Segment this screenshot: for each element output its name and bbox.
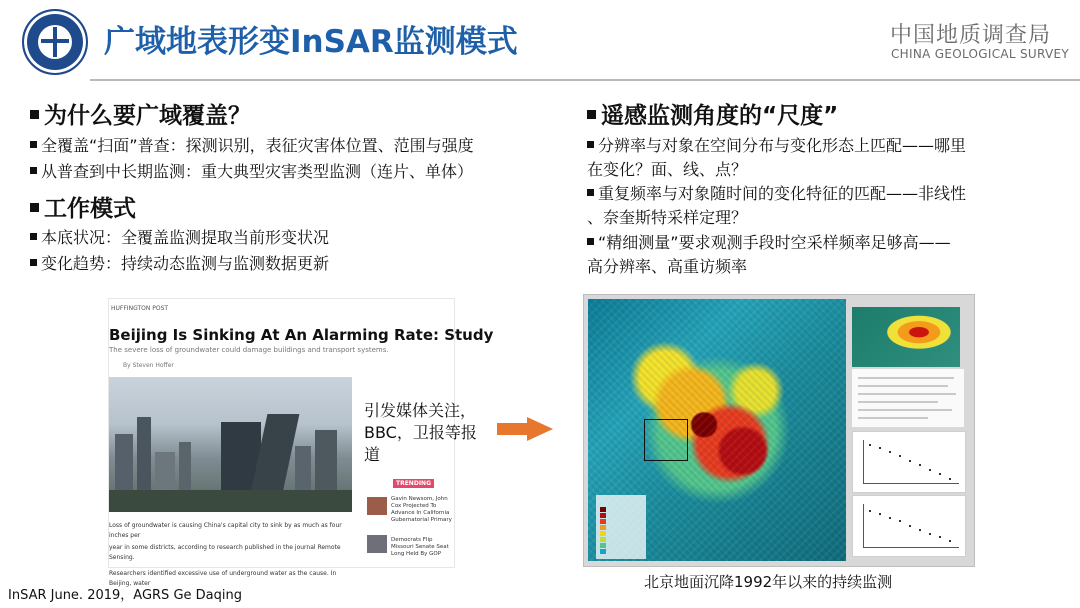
- news-subhead: The severe loss of groundwater could damage buildings and transport systems.: [109, 346, 389, 354]
- trending-thumbnail: [367, 535, 387, 553]
- news-headline: Beijing Is Sinking At An Alarming Rate: Study: [109, 326, 494, 344]
- trending-item: Gavin Newsom, John Cox Projected To Advance In California Gubernatorial Primary: [391, 496, 452, 523]
- time-series-graph: [852, 495, 966, 557]
- bullet-icon: [587, 110, 596, 119]
- cgs-logo: [22, 9, 88, 75]
- bullet-icon: [30, 110, 39, 119]
- bullet-icon: [587, 238, 594, 245]
- bullet-icon: [30, 167, 37, 174]
- bullet-icon: [587, 141, 594, 148]
- list-item: 本底状况：全覆盖监测提取当前形变状况: [30, 226, 329, 250]
- list-item: 分辨率与对象在空间分布与变化形态上匹配——哪里 在变化？面、线、点？: [587, 136, 967, 179]
- news-byline: By Steven Hoffer: [123, 362, 174, 369]
- bullet-icon: [30, 141, 37, 148]
- map-caption: 北京地面沉降1992年以来的持续监测: [644, 573, 893, 591]
- right-arrow-icon-head: [527, 417, 553, 441]
- trending-item: Democrats Flip Missouri Senate Seat Long Held By GOP: [391, 537, 449, 557]
- heading-why-wide-coverage: 为什么要广域覆盖？: [30, 97, 251, 130]
- right-arrow-icon: [497, 423, 527, 435]
- bullet-icon: [30, 233, 37, 240]
- trending-badge: TRENDING: [393, 479, 434, 488]
- news-body-text: Loss of groundwater is causing China's capital city to sink by as much as four inches per year in some districts, according to research published in the journal Remote Sensing. Researchers identified excessive use of underground water as the cause. In Beijing, water: [109, 522, 342, 587]
- list-item: 从普查到中长期监测：重大典型灾害类型监测（连片、单体）: [30, 160, 473, 184]
- news-masthead: HUFFINGTON POST: [111, 305, 169, 312]
- list-item: 全覆盖“扫面”普查：探测识别，表征灾害体位置、范围与强度: [30, 134, 474, 158]
- time-series-graph: [852, 431, 966, 493]
- beijing-skyline-photo: [109, 377, 352, 512]
- bullet-icon: [30, 203, 39, 212]
- heading-scale: 遥感监测角度的“尺度”: [587, 97, 838, 130]
- map-description-panel: [852, 369, 964, 427]
- map-legend: [596, 495, 646, 559]
- heading-work-mode: 工作模式: [30, 190, 136, 223]
- list-item: 变化趋势：持续动态监测与监测数据更新: [30, 252, 329, 276]
- list-item: 重复频率与对象随时间的变化特征的匹配——非线性 、奈奎斯特采样定理？: [587, 184, 967, 227]
- trending-thumbnail: [367, 497, 387, 515]
- media-attention-text: 引发媒体关注，BBC，卫报等报道: [364, 401, 477, 464]
- bullet-icon: [30, 259, 37, 266]
- bullet-icon: [587, 189, 594, 196]
- subsidence-map-image: [583, 294, 975, 567]
- header-divider: [90, 79, 1080, 81]
- org-name-cn: 中国地质调查局: [890, 23, 1052, 48]
- footer-credit: InSAR June. 2019，AGRS Ge Daqing: [8, 588, 242, 603]
- inset-map: [852, 307, 960, 367]
- study-area-box: [644, 419, 688, 461]
- list-item: “精细测量”要求观测手段时空采样频率足够高—— 高分辨率、高重访频率: [587, 233, 951, 276]
- insar-deformation-map: [588, 299, 846, 561]
- org-name-en: CHINA GEOLOGICAL SURVEY: [891, 47, 1069, 61]
- page-title: 广域地表形变InSAR监测模式: [104, 24, 518, 60]
